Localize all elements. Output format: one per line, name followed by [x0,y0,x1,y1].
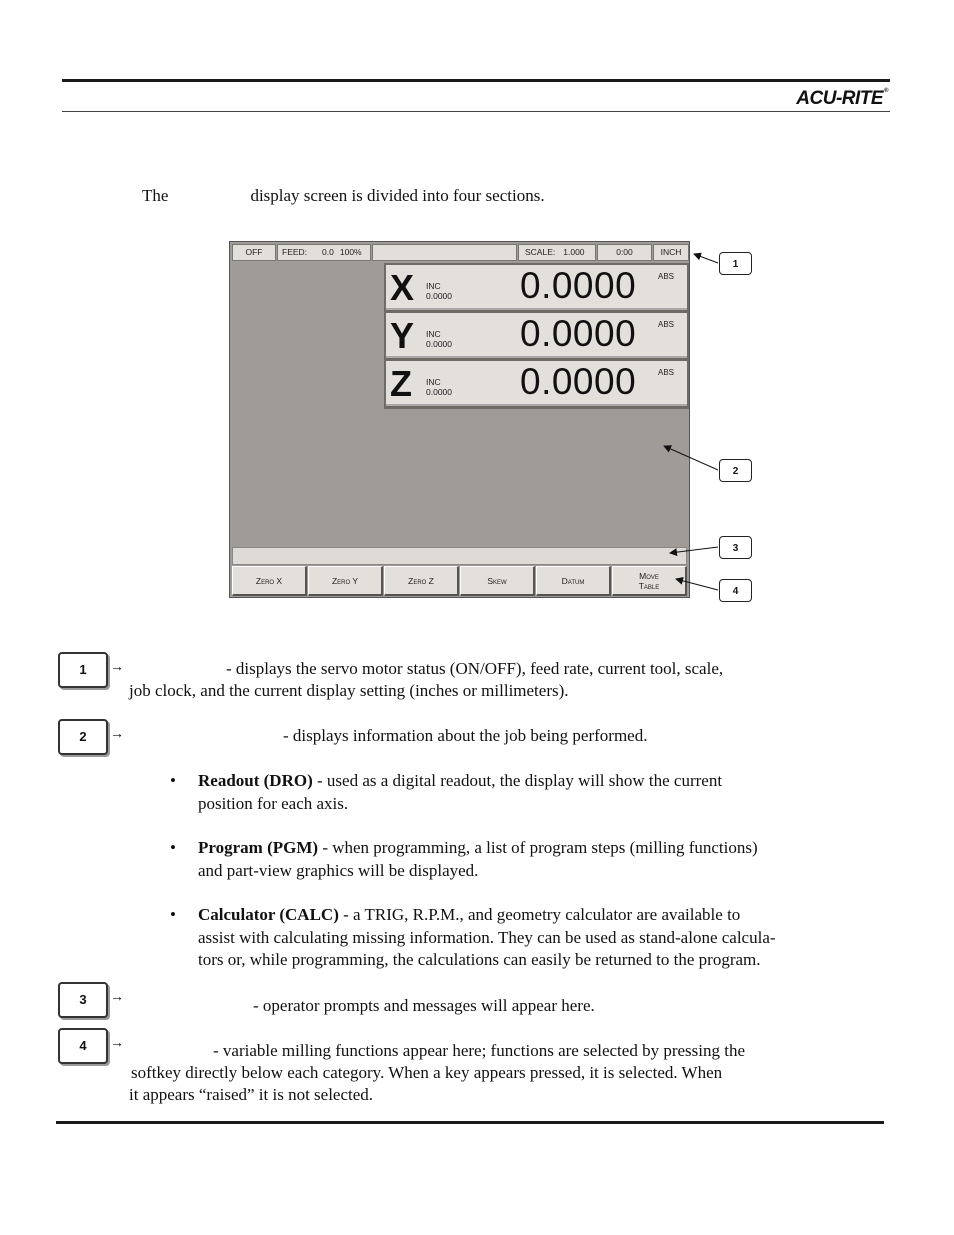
bottom-rule [56,1121,884,1124]
axis-inc: INC 0.0000 [426,377,452,397]
bullet-dot: • [170,838,176,857]
axis-inc: INC 0.0000 [426,281,452,301]
bullet-calculator: • Calculator (CALC) - a TRIG, R.P.M., and geometry calculator are available to assist with calculating missing information. They can be used as stand-alone calcula- tors or, while programming, the calculations can easily be returned to the program. [170,905,776,969]
axis-mode: ABS [658,320,675,329]
axis-mode: ABS [658,368,675,377]
legend-3: - operator prompts and messages will appear here. [253,996,595,1015]
servo-status: OFF [232,244,276,261]
arrow-right-icon: → [110,990,124,1005]
axis-letter: X [390,267,415,308]
legend-1-line1: - displays the servo motor status (ON/OFF), feed rate, current tool, scale, [226,659,724,678]
bullet-dot: • [170,771,176,790]
axis-value: 0.0000 [520,313,637,354]
key-icon-3: 3 [58,982,108,1018]
callout-2: 2 [719,459,752,482]
units-indicator: INCH [653,244,689,261]
axis-letter: Z [390,363,412,404]
key-icon-1: 1 [58,652,108,688]
callout-3: 3 [719,536,752,559]
axis-inc: INC 0.0000 [426,329,452,349]
softkey-zero-y[interactable]: Zero Y [308,566,383,596]
key-icon-2: 2 [58,719,108,755]
job-clock: 0:00 [597,244,652,261]
softkey-move-table[interactable]: Move Table [612,566,687,596]
softkey-zero-z[interactable]: Zero Z [384,566,459,596]
legend-4-line1: - variable milling functions appear here; functions are selected by pressing the [213,1041,746,1060]
softkey-datum[interactable]: Datum [536,566,611,596]
bullet-dot: • [170,905,176,924]
key-icon-4: 4 [58,1028,108,1064]
callout-4: 4 [719,579,752,602]
softkey-skew[interactable]: Skew [460,566,535,596]
callout-1: 1 [719,252,752,275]
arrow-right-icon: → [110,727,124,742]
legend-4-line2: softkey directly below each category. When a key appears pressed, it is selected. When [131,1063,723,1082]
axis-letter: Y [390,315,415,356]
arrow-right-icon: → [110,1036,124,1051]
legend-4-line3: it appears “raised” it is not selected. [129,1085,374,1104]
legend-1-line2: job clock, and the current display setting (inches or millimeters). [129,681,569,700]
softkey-zero-x[interactable]: Zero X [232,566,307,596]
legend-2: - displays information about the job being performed. [283,726,648,745]
feed-cell: FEED: 0.0 100% [277,244,371,261]
arrow-right-icon: → [110,660,124,675]
intro-sentence: The display screen is divided into four sections. [142,186,545,205]
axis-value: 0.0000 [520,361,637,402]
axis-mode: ABS [658,272,675,281]
bullet-program: • Program (PGM) - when programming, a list of program steps (milling functions) and part-view graphics will be displayed. [170,838,758,880]
axis-value: 0.0000 [520,265,637,306]
scale-cell: SCALE: 1.000 [518,244,596,261]
acu-rite-logo: ACU-RITE® [796,88,888,109]
bullet-readout: • Readout (DRO) - used as a digital readout, the display will show the current position for each axis. [170,771,723,813]
